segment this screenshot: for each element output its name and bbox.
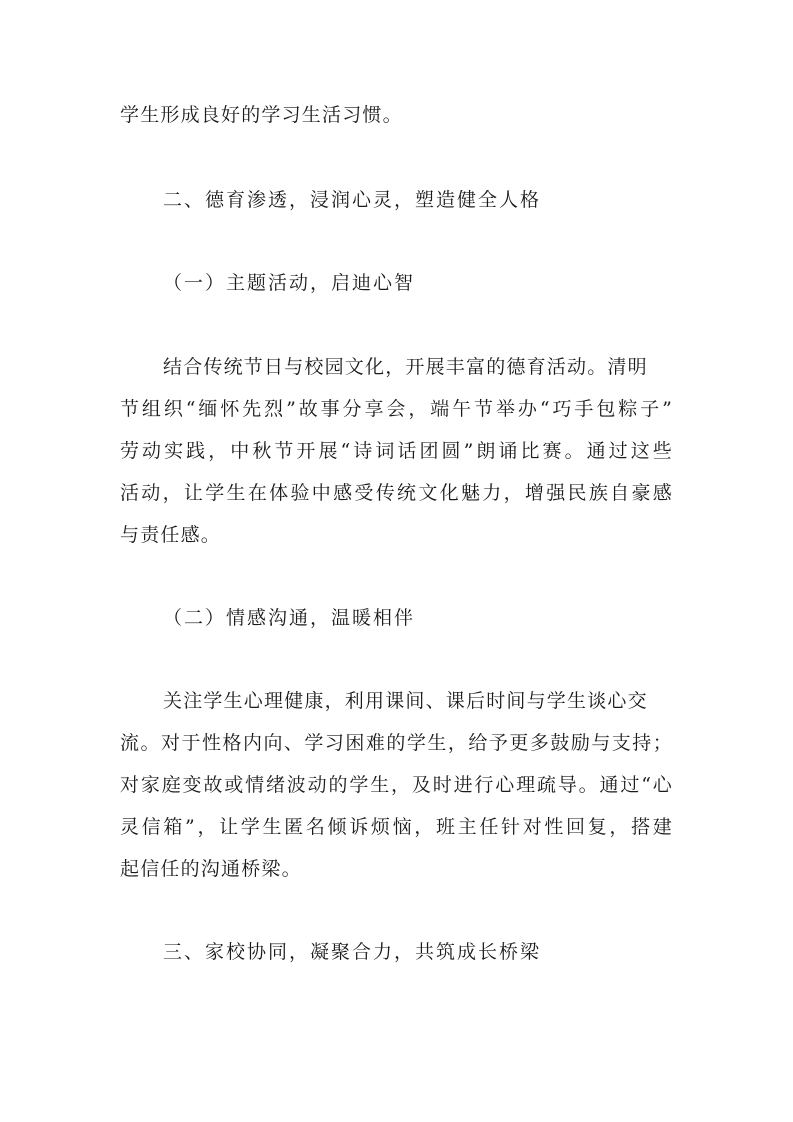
paragraph-line: 节组织“缅怀先烈”故事分享会，端午节举办“巧手包粽子” xyxy=(120,398,673,420)
subsection-heading-2-1: （一）主题活动，启迪心智 xyxy=(163,272,416,294)
paragraph-line: 与责任感。 xyxy=(120,524,222,546)
paragraph-line: 流。对于性格内向、学习困难的学生，给予更多鼓励与支持； xyxy=(120,732,673,754)
paragraph-line: 关注学生心理健康，利用课间、课后时间与学生谈心交 xyxy=(163,690,648,712)
paragraph-line: 活动，让学生在体验中感受传统文化魅力，增强民族自豪感 xyxy=(120,482,673,504)
paragraph-line: 对家庭变故或情绪波动的学生，及时进行心理疏导。通过“心 xyxy=(120,774,673,796)
continuation-line: 学生形成良好的学习生活习惯。 xyxy=(120,104,403,126)
subsection-heading-2-2: （二）情感沟通，温暖相伴 xyxy=(163,607,416,629)
paragraph-line: 灵信箱”，让学生匿名倾诉烦恼，班主任针对性回复，搭建 xyxy=(120,816,673,838)
paragraph-line: 劳动实践，中秋节开展“诗词话团圆”朗诵比赛。通过这些 xyxy=(120,440,673,462)
paragraph-line: 结合传统节日与校园文化，开展丰富的德育活动。清明 xyxy=(163,356,648,378)
paragraph-line: 起信任的沟通桥梁。 xyxy=(120,858,302,880)
section-heading-3: 三、家校协同，凝聚合力，共筑成长桥梁 xyxy=(163,941,542,963)
section-heading-2: 二、德育渗透，浸润心灵，塑造健全人格 xyxy=(163,189,542,211)
